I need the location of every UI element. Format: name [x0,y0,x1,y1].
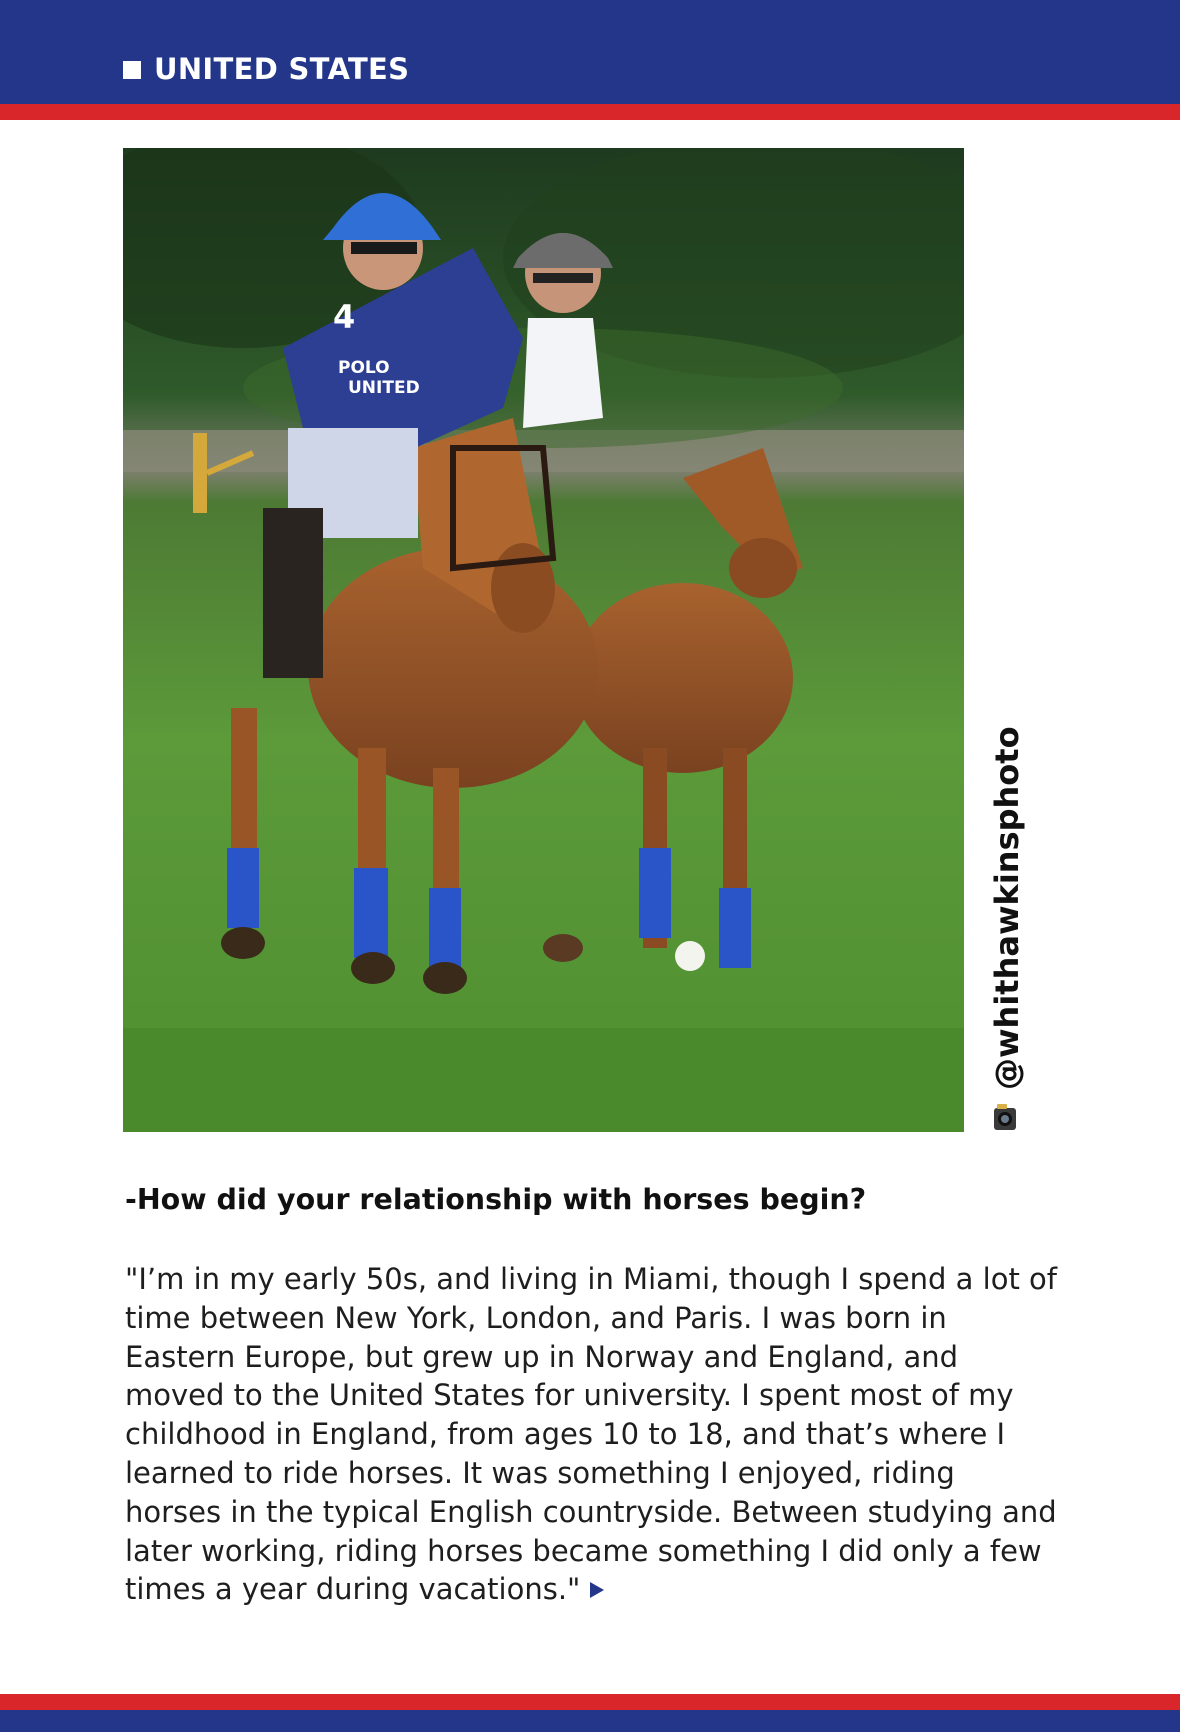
footer-red-stripe [0,1694,1180,1710]
jersey-text-1: POLO [338,358,390,378]
answer-line: moved to the United States for university. I spent most of my [125,1378,1014,1413]
footer-band [0,1710,1180,1732]
photo-credit [982,726,1032,1090]
answer-line: "I’m in my early 50s, and living in Miami, though I spend a lot of [125,1262,1057,1296]
camera-icon [988,1100,1022,1134]
play-triangle-icon[interactable] [590,1582,604,1598]
answer-line: time between New York, London, and Paris. I was born in [125,1300,947,1335]
answer-line: learned to ride horses. It was something I enjoyed, riding [125,1455,955,1490]
answer-line: Eastern Europe, but grew up in Norway and England, and [125,1339,959,1374]
header-red-stripe [0,104,1180,120]
answer-line-text: times a year during vacations." [125,1572,581,1607]
interview-question: -How did your relationship with horses begin? [125,1183,867,1216]
interview-answer [125,1260,1105,1609]
answer-line: horses in the typical English countryside. Between studying and [125,1494,1057,1529]
answer-line-last [125,1570,1105,1609]
jersey-text-2: UNITED [348,378,420,398]
country-label: UNITED STATES [154,52,410,86]
jersey-number: 4 [333,298,356,336]
answer-line: childhood in England, from ages 10 to 18, and that’s where I [125,1417,1006,1452]
polo-photo [123,148,964,1132]
photo-credit-text: @whithawkinsphoto [988,726,1026,1090]
square-bullet-icon [123,61,141,79]
answer-line: later working, riding horses became something I did only a few [125,1533,1042,1568]
